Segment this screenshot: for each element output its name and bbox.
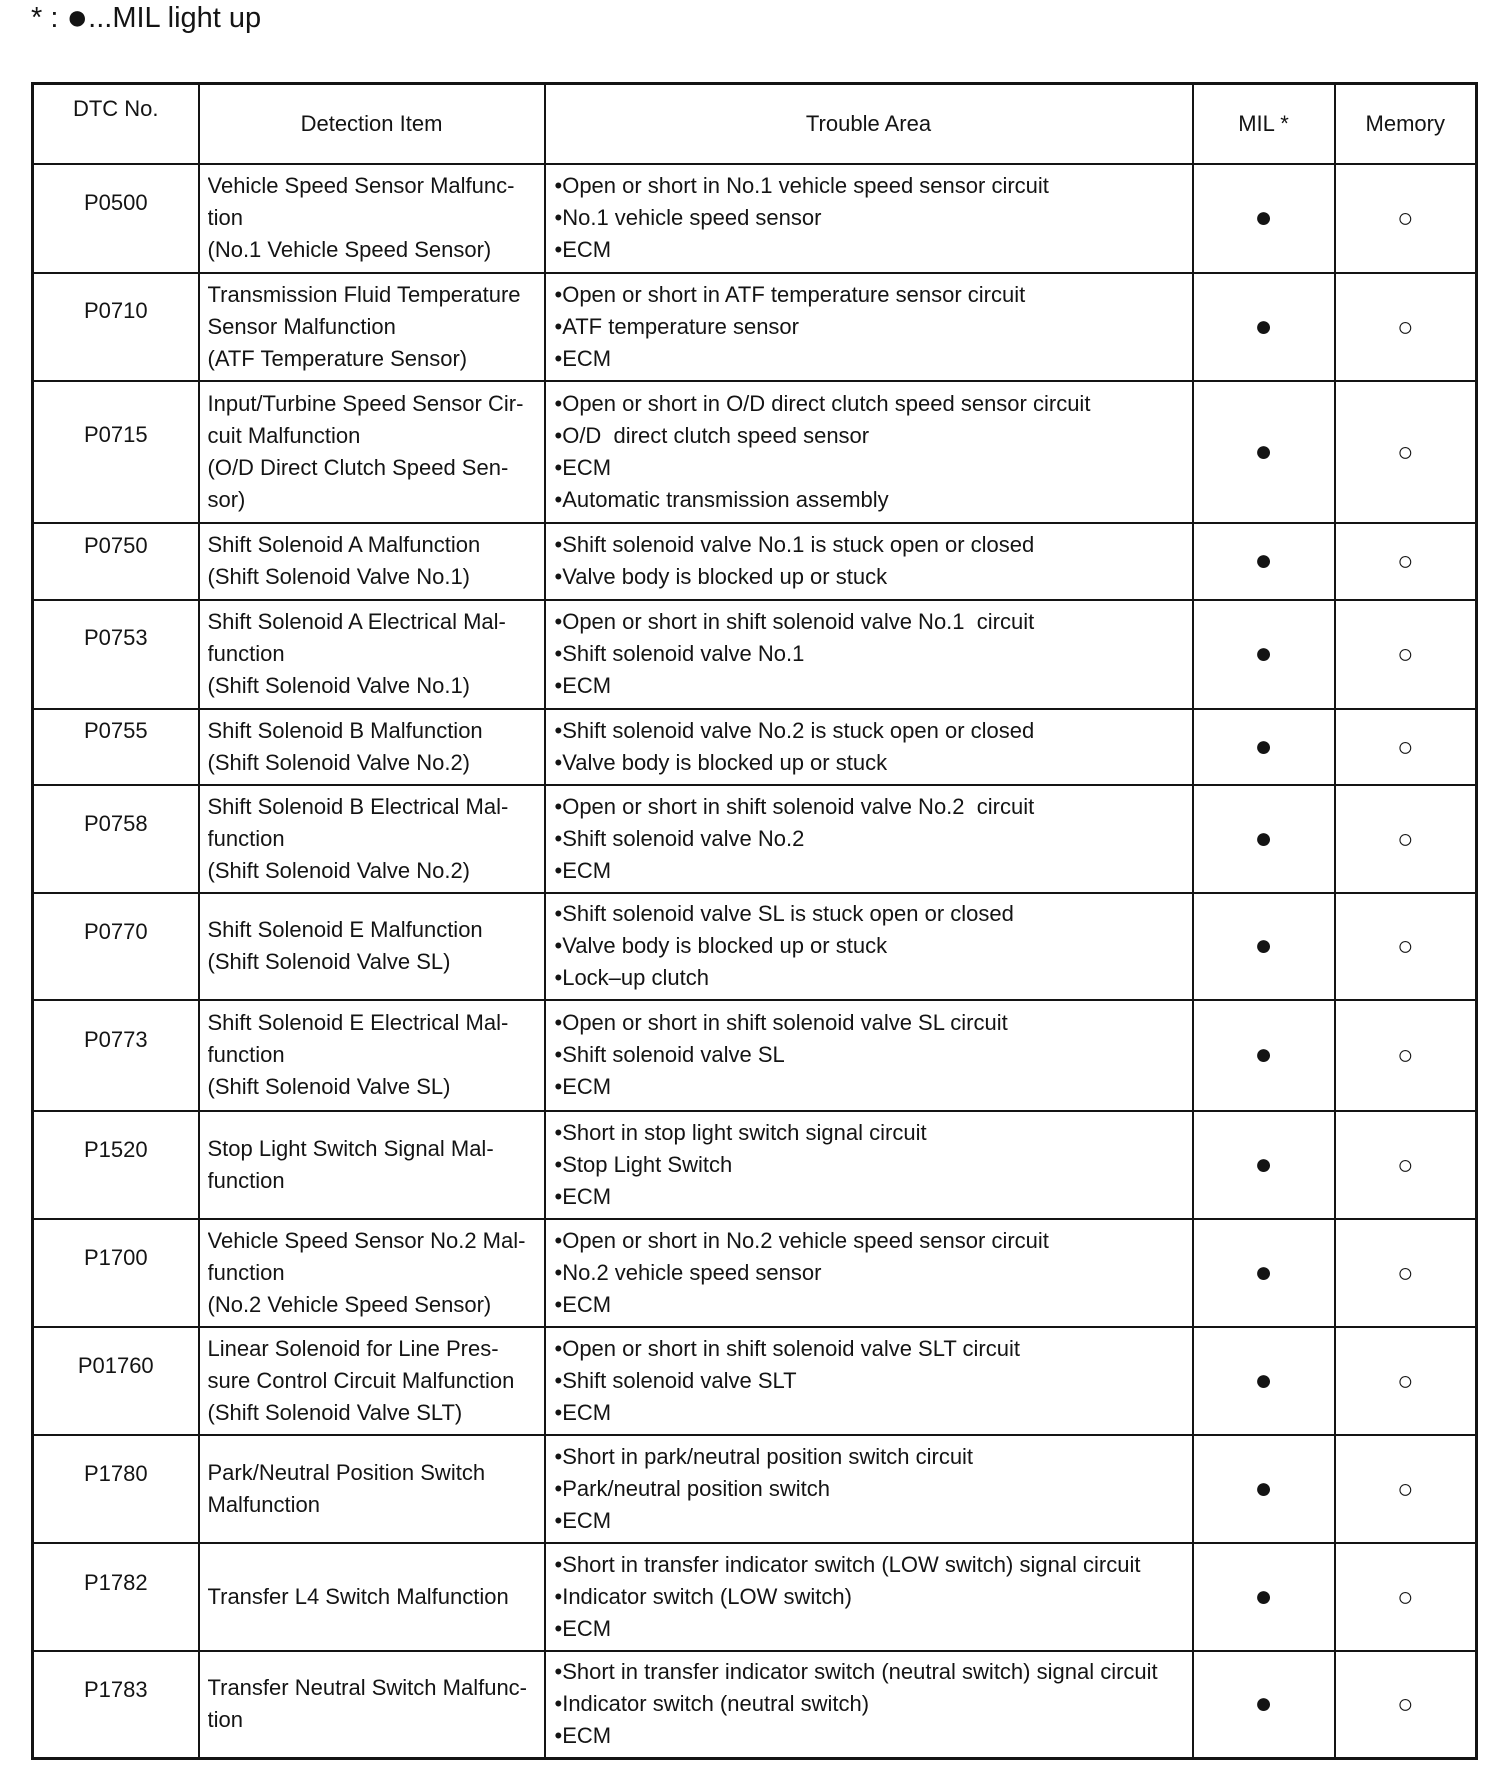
mil-on-icon: ● [1254, 201, 1273, 234]
legend-text: ...MIL light up [88, 2, 262, 34]
detection-item-cell [199, 1219, 545, 1327]
trouble-area-cell [545, 1000, 1193, 1111]
detection-line: Shift Solenoid E Malfunction [207, 917, 483, 942]
mil-cell [1193, 523, 1335, 600]
memory-cell [1335, 523, 1477, 600]
memory-stored-icon: ○ [1397, 823, 1414, 854]
mil-cell [1193, 164, 1335, 273]
dtc-code: P1782 [83, 1569, 148, 1595]
detection-line: (O/D Direct Clutch Speed Sen- [207, 454, 509, 480]
detection-line: Shift Solenoid A Malfunction [207, 532, 481, 557]
mil-on-icon: ● [1254, 729, 1273, 763]
trouble-line: •Shift solenoid valve SL [554, 1042, 785, 1067]
detection-line: Input/Turbine Speed Sensor Cir- [207, 390, 524, 416]
memory-cell [1335, 164, 1477, 273]
table-row [33, 1327, 1477, 1435]
dtc-code: P0758 [83, 810, 148, 836]
trouble-line: •ECM [554, 1507, 612, 1533]
trouble-line: •ECM [554, 1399, 612, 1425]
trouble-line: •ECM [554, 1615, 612, 1641]
detection-line: (Shift Solenoid Valve SLT) [207, 1399, 463, 1425]
detection-item-cell [199, 600, 545, 709]
trouble-line: •Open or short in shift solenoid valve SLT circuit [554, 1335, 1020, 1361]
detection-line: Shift Solenoid B Electrical Mal- [207, 793, 509, 819]
detection-line: (No.2 Vehicle Speed Sensor) [207, 1291, 492, 1317]
detection-line: Malfunction [207, 1491, 321, 1517]
dtc-code: P0755 [83, 717, 148, 743]
memory-cell [1335, 1435, 1477, 1543]
mil-legend [31, 0, 261, 35]
legend-prefix: * : [31, 2, 59, 34]
trouble-line: •Park/neutral position switch [554, 1475, 830, 1501]
mil-on-icon: ● [1254, 434, 1273, 468]
table-row [33, 273, 1477, 381]
memory-stored-icon: ○ [1397, 1257, 1414, 1288]
trouble-area-cell [545, 709, 1193, 785]
trouble-area-cell [545, 164, 1193, 273]
trouble-line: •ECM [554, 1723, 612, 1749]
detection-item-cell [199, 164, 545, 273]
dtc-code: P01760 [77, 1352, 154, 1378]
header-dtc-no: DTC No. [33, 84, 199, 164]
memory-cell [1335, 785, 1477, 893]
table-row [33, 1000, 1477, 1111]
detection-line: Linear Solenoid for Line Pres- [207, 1335, 499, 1361]
trouble-line: •O/D direct clutch speed sensor [554, 422, 870, 448]
trouble-line: •Automatic transmission assembly [554, 486, 889, 512]
table-row [33, 709, 1477, 785]
detection-line: Shift Solenoid B Malfunction [207, 717, 483, 743]
trouble-line: •Shift solenoid valve No.2 is stuck open or closed [554, 717, 1035, 743]
trouble-line: •Open or short in O/D direct clutch speed sensor circuit [554, 390, 1091, 416]
memory-stored-icon: ○ [1397, 1689, 1414, 1720]
memory-cell [1335, 273, 1477, 381]
trouble-line: •ECM [554, 345, 612, 371]
dtc-code: P0773 [83, 1026, 148, 1052]
detection-line: Sensor Malfunction [207, 313, 396, 339]
detection-item-cell [199, 1111, 545, 1219]
memory-cell [1335, 1543, 1477, 1651]
trouble-line: •Valve body is blocked up or stuck [554, 933, 888, 958]
memory-cell [1335, 1000, 1477, 1111]
trouble-line: •ECM [554, 1291, 612, 1317]
mil-on-icon: ● [1254, 1038, 1273, 1071]
trouble-line: •Open or short in No.1 vehicle speed sensor circuit [554, 173, 1049, 198]
trouble-line: •Open or short in shift solenoid valve No.1 circuit [554, 609, 1035, 634]
table-row [33, 164, 1477, 273]
trouble-area-cell [545, 1219, 1193, 1327]
detection-line: (Shift Solenoid Valve SL) [207, 949, 451, 974]
table-row [33, 893, 1477, 1000]
dtc-cell [33, 381, 199, 523]
detection-line: function [207, 1167, 285, 1193]
dtc-cell [33, 1000, 199, 1111]
trouble-line: •Short in transfer indicator switch (neutral switch) signal circuit [554, 1659, 1158, 1685]
dtc-cell [33, 1651, 199, 1759]
detection-item-cell [199, 1327, 545, 1435]
memory-stored-icon: ○ [1397, 1040, 1414, 1070]
detection-line: (Shift Solenoid Valve No.1) [207, 673, 471, 698]
dtc-code: P1780 [83, 1460, 148, 1486]
mil-cell [1193, 1219, 1335, 1327]
memory-cell [1335, 893, 1477, 1000]
dtc-cell [33, 1219, 199, 1327]
header-memory: Memory [1335, 84, 1477, 164]
mil-cell [1193, 600, 1335, 709]
trouble-line: •No.2 vehicle speed sensor [554, 1259, 822, 1285]
detection-line: Transfer L4 Switch Malfunction [207, 1583, 509, 1609]
mil-cell [1193, 381, 1335, 523]
trouble-area-cell [545, 381, 1193, 523]
trouble-area-cell [545, 1327, 1193, 1435]
dtc-cell [33, 709, 199, 785]
trouble-line: •Open or short in shift solenoid valve No.2 circuit [554, 793, 1035, 819]
mil-on-icon: ● [1254, 637, 1273, 670]
mil-cell [1193, 1651, 1335, 1759]
trouble-line: •Indicator switch (LOW switch) [554, 1583, 852, 1609]
detection-line: Vehicle Speed Sensor No.2 Mal- [207, 1227, 526, 1253]
mil-on-icon: ● [1254, 929, 1273, 962]
dtc-cell [33, 1111, 199, 1219]
memory-stored-icon: ○ [1397, 203, 1414, 233]
mil-cell [1193, 893, 1335, 1000]
trouble-line: •Valve body is blocked up or stuck [554, 564, 888, 589]
trouble-line: •Valve body is blocked up or stuck [554, 749, 888, 775]
mil-cell [1193, 1543, 1335, 1651]
mil-on-icon: ● [1254, 1687, 1273, 1721]
dtc-cell [33, 1435, 199, 1543]
dtc-cell [33, 523, 199, 600]
dtc-cell [33, 273, 199, 381]
detection-line: Stop Light Switch Signal Mal- [207, 1135, 494, 1161]
trouble-line: •ATF temperature sensor [554, 313, 799, 339]
detection-line: cuit Malfunction [207, 422, 361, 448]
memory-stored-icon: ○ [1397, 1365, 1414, 1396]
mil-cell [1193, 1435, 1335, 1543]
memory-cell [1335, 709, 1477, 785]
dtc-code: P0710 [83, 297, 148, 323]
detection-item-cell [199, 523, 545, 600]
detection-item-cell [199, 1000, 545, 1111]
dtc-cell [33, 164, 199, 273]
detection-line: (Shift Solenoid Valve No.1) [207, 564, 471, 589]
mil-on-icon: ● [1254, 1471, 1273, 1505]
trouble-line: •Lock–up clutch [554, 965, 709, 990]
trouble-line: •No.1 vehicle speed sensor [554, 205, 822, 230]
trouble-area-cell [545, 893, 1193, 1000]
trouble-line: •ECM [554, 1074, 612, 1099]
detection-line: function [207, 1259, 285, 1285]
trouble-line: •Stop Light Switch [554, 1151, 733, 1177]
header-detection-item: Detection Item [199, 84, 545, 164]
detection-item-cell [199, 273, 545, 381]
trouble-line: •ECM [554, 673, 612, 698]
mil-on-icon: ● [1254, 1579, 1273, 1613]
header-trouble-area: Trouble Area [545, 84, 1193, 164]
dtc-cell [33, 1543, 199, 1651]
detection-line: sor) [207, 486, 246, 512]
table-row [33, 600, 1477, 709]
dtc-cell [33, 1327, 199, 1435]
memory-cell [1335, 1219, 1477, 1327]
dtc-table [31, 82, 1478, 1760]
trouble-area-cell [545, 523, 1193, 600]
table-row [33, 785, 1477, 893]
dtc-cell [33, 600, 199, 709]
detection-line: Shift Solenoid A Electrical Mal- [207, 609, 506, 634]
memory-stored-icon: ○ [1397, 931, 1414, 961]
dtc-code: P1783 [83, 1676, 148, 1702]
detection-item-cell [199, 1543, 545, 1651]
detection-item-cell [199, 1435, 545, 1543]
memory-stored-icon: ○ [1397, 1473, 1414, 1504]
detection-item-cell [199, 381, 545, 523]
memory-stored-icon: ○ [1397, 311, 1414, 342]
memory-cell [1335, 600, 1477, 709]
trouble-line: •Shift solenoid valve No.2 [554, 825, 805, 851]
memory-stored-icon: ○ [1397, 1581, 1414, 1612]
detection-line: (ATF Temperature Sensor) [207, 345, 468, 371]
detection-line: tion [207, 1707, 243, 1733]
header-mil: MIL * [1193, 84, 1335, 164]
detection-line: function [207, 641, 285, 666]
table-row [33, 523, 1477, 600]
mil-cell [1193, 785, 1335, 893]
trouble-area-cell [545, 785, 1193, 893]
mil-cell [1193, 1000, 1335, 1111]
detection-item-cell [199, 709, 545, 785]
detection-line: Transmission Fluid Temperature [207, 281, 521, 307]
dtc-cell [33, 893, 199, 1000]
mil-cell [1193, 1111, 1335, 1219]
trouble-line: •Short in park/neutral position switch circuit [554, 1443, 974, 1469]
detection-line: (Shift Solenoid Valve No.2) [207, 749, 471, 775]
trouble-line: •ECM [554, 237, 612, 262]
dtc-code: P0715 [83, 421, 148, 447]
trouble-line: •Open or short in No.2 vehicle speed sensor circuit [554, 1227, 1049, 1253]
trouble-area-cell [545, 600, 1193, 709]
detection-line: tion [207, 205, 243, 230]
mil-cell [1193, 709, 1335, 785]
mil-on-icon: ● [1254, 1255, 1273, 1289]
detection-item-cell [199, 893, 545, 1000]
detection-line: (No.1 Vehicle Speed Sensor) [207, 237, 492, 262]
trouble-line: •Shift solenoid valve SLT [554, 1367, 797, 1393]
trouble-area-cell [545, 1651, 1193, 1759]
trouble-line: •Short in stop light switch signal circuit [554, 1119, 927, 1145]
memory-stored-icon: ○ [1397, 436, 1414, 467]
mil-on-icon: ● [1254, 544, 1273, 577]
mil-cell [1193, 1327, 1335, 1435]
trouble-line: •Indicator switch (neutral switch) [554, 1691, 870, 1717]
mil-on-icon: ● [1254, 821, 1273, 855]
dtc-code: P0750 [83, 532, 148, 558]
table-row [33, 1651, 1477, 1759]
dtc-code: P1520 [83, 1136, 148, 1162]
dtc-cell [33, 785, 199, 893]
detection-line: function [207, 825, 285, 851]
trouble-area-cell [545, 273, 1193, 381]
trouble-line: •ECM [554, 1183, 612, 1209]
trouble-area-cell [545, 1111, 1193, 1219]
detection-line: (Shift Solenoid Valve No.2) [207, 857, 471, 883]
memory-stored-icon: ○ [1397, 731, 1414, 762]
trouble-line: •Short in transfer indicator switch (LOW switch) signal circuit [554, 1551, 1141, 1577]
memory-cell [1335, 1327, 1477, 1435]
detection-line: sure Control Circuit Malfunction [207, 1367, 515, 1393]
table-row [33, 381, 1477, 523]
table-row [33, 1219, 1477, 1327]
memory-cell [1335, 1111, 1477, 1219]
trouble-line: •Open or short in shift solenoid valve SL circuit [554, 1010, 1008, 1035]
trouble-line: •Shift solenoid valve No.1 [554, 641, 805, 666]
trouble-area-cell [545, 1435, 1193, 1543]
memory-stored-icon: ○ [1397, 1149, 1414, 1180]
detection-line: (Shift Solenoid Valve SL) [207, 1074, 451, 1099]
detection-line: Vehicle Speed Sensor Malfunc- [207, 173, 515, 198]
table-row [33, 1543, 1477, 1651]
trouble-line: •ECM [554, 454, 612, 480]
trouble-line: •Open or short in ATF temperature sensor circuit [554, 281, 1026, 307]
detection-line: Shift Solenoid E Electrical Mal- [207, 1010, 509, 1035]
detection-line: Park/Neutral Position Switch [207, 1459, 486, 1485]
dtc-code: P0500 [83, 189, 148, 215]
memory-stored-icon: ○ [1397, 546, 1414, 576]
trouble-area-cell [545, 1543, 1193, 1651]
detection-line: Transfer Neutral Switch Malfunc- [207, 1675, 528, 1701]
table-header-row [33, 84, 1477, 164]
trouble-line: •ECM [554, 857, 612, 883]
memory-cell [1335, 1651, 1477, 1759]
mil-on-icon: ● [1254, 1363, 1273, 1397]
table-row [33, 1111, 1477, 1219]
detection-item-cell [199, 785, 545, 893]
dtc-code: P0753 [83, 624, 148, 650]
dtc-code: P1700 [83, 1244, 148, 1270]
memory-cell [1335, 381, 1477, 523]
detection-line: function [207, 1042, 285, 1067]
mil-cell [1193, 273, 1335, 381]
detection-item-cell [199, 1651, 545, 1759]
trouble-line: •Shift solenoid valve No.1 is stuck open or closed [554, 532, 1035, 557]
dtc-code: P0770 [83, 918, 148, 944]
trouble-line: •Shift solenoid valve SL is stuck open or closed [554, 901, 1014, 926]
memory-stored-icon: ○ [1397, 639, 1414, 669]
mil-filled-circle-icon: ● [66, 0, 89, 37]
table-row [33, 1435, 1477, 1543]
mil-on-icon: ● [1254, 1147, 1273, 1181]
mil-on-icon: ● [1254, 309, 1273, 343]
